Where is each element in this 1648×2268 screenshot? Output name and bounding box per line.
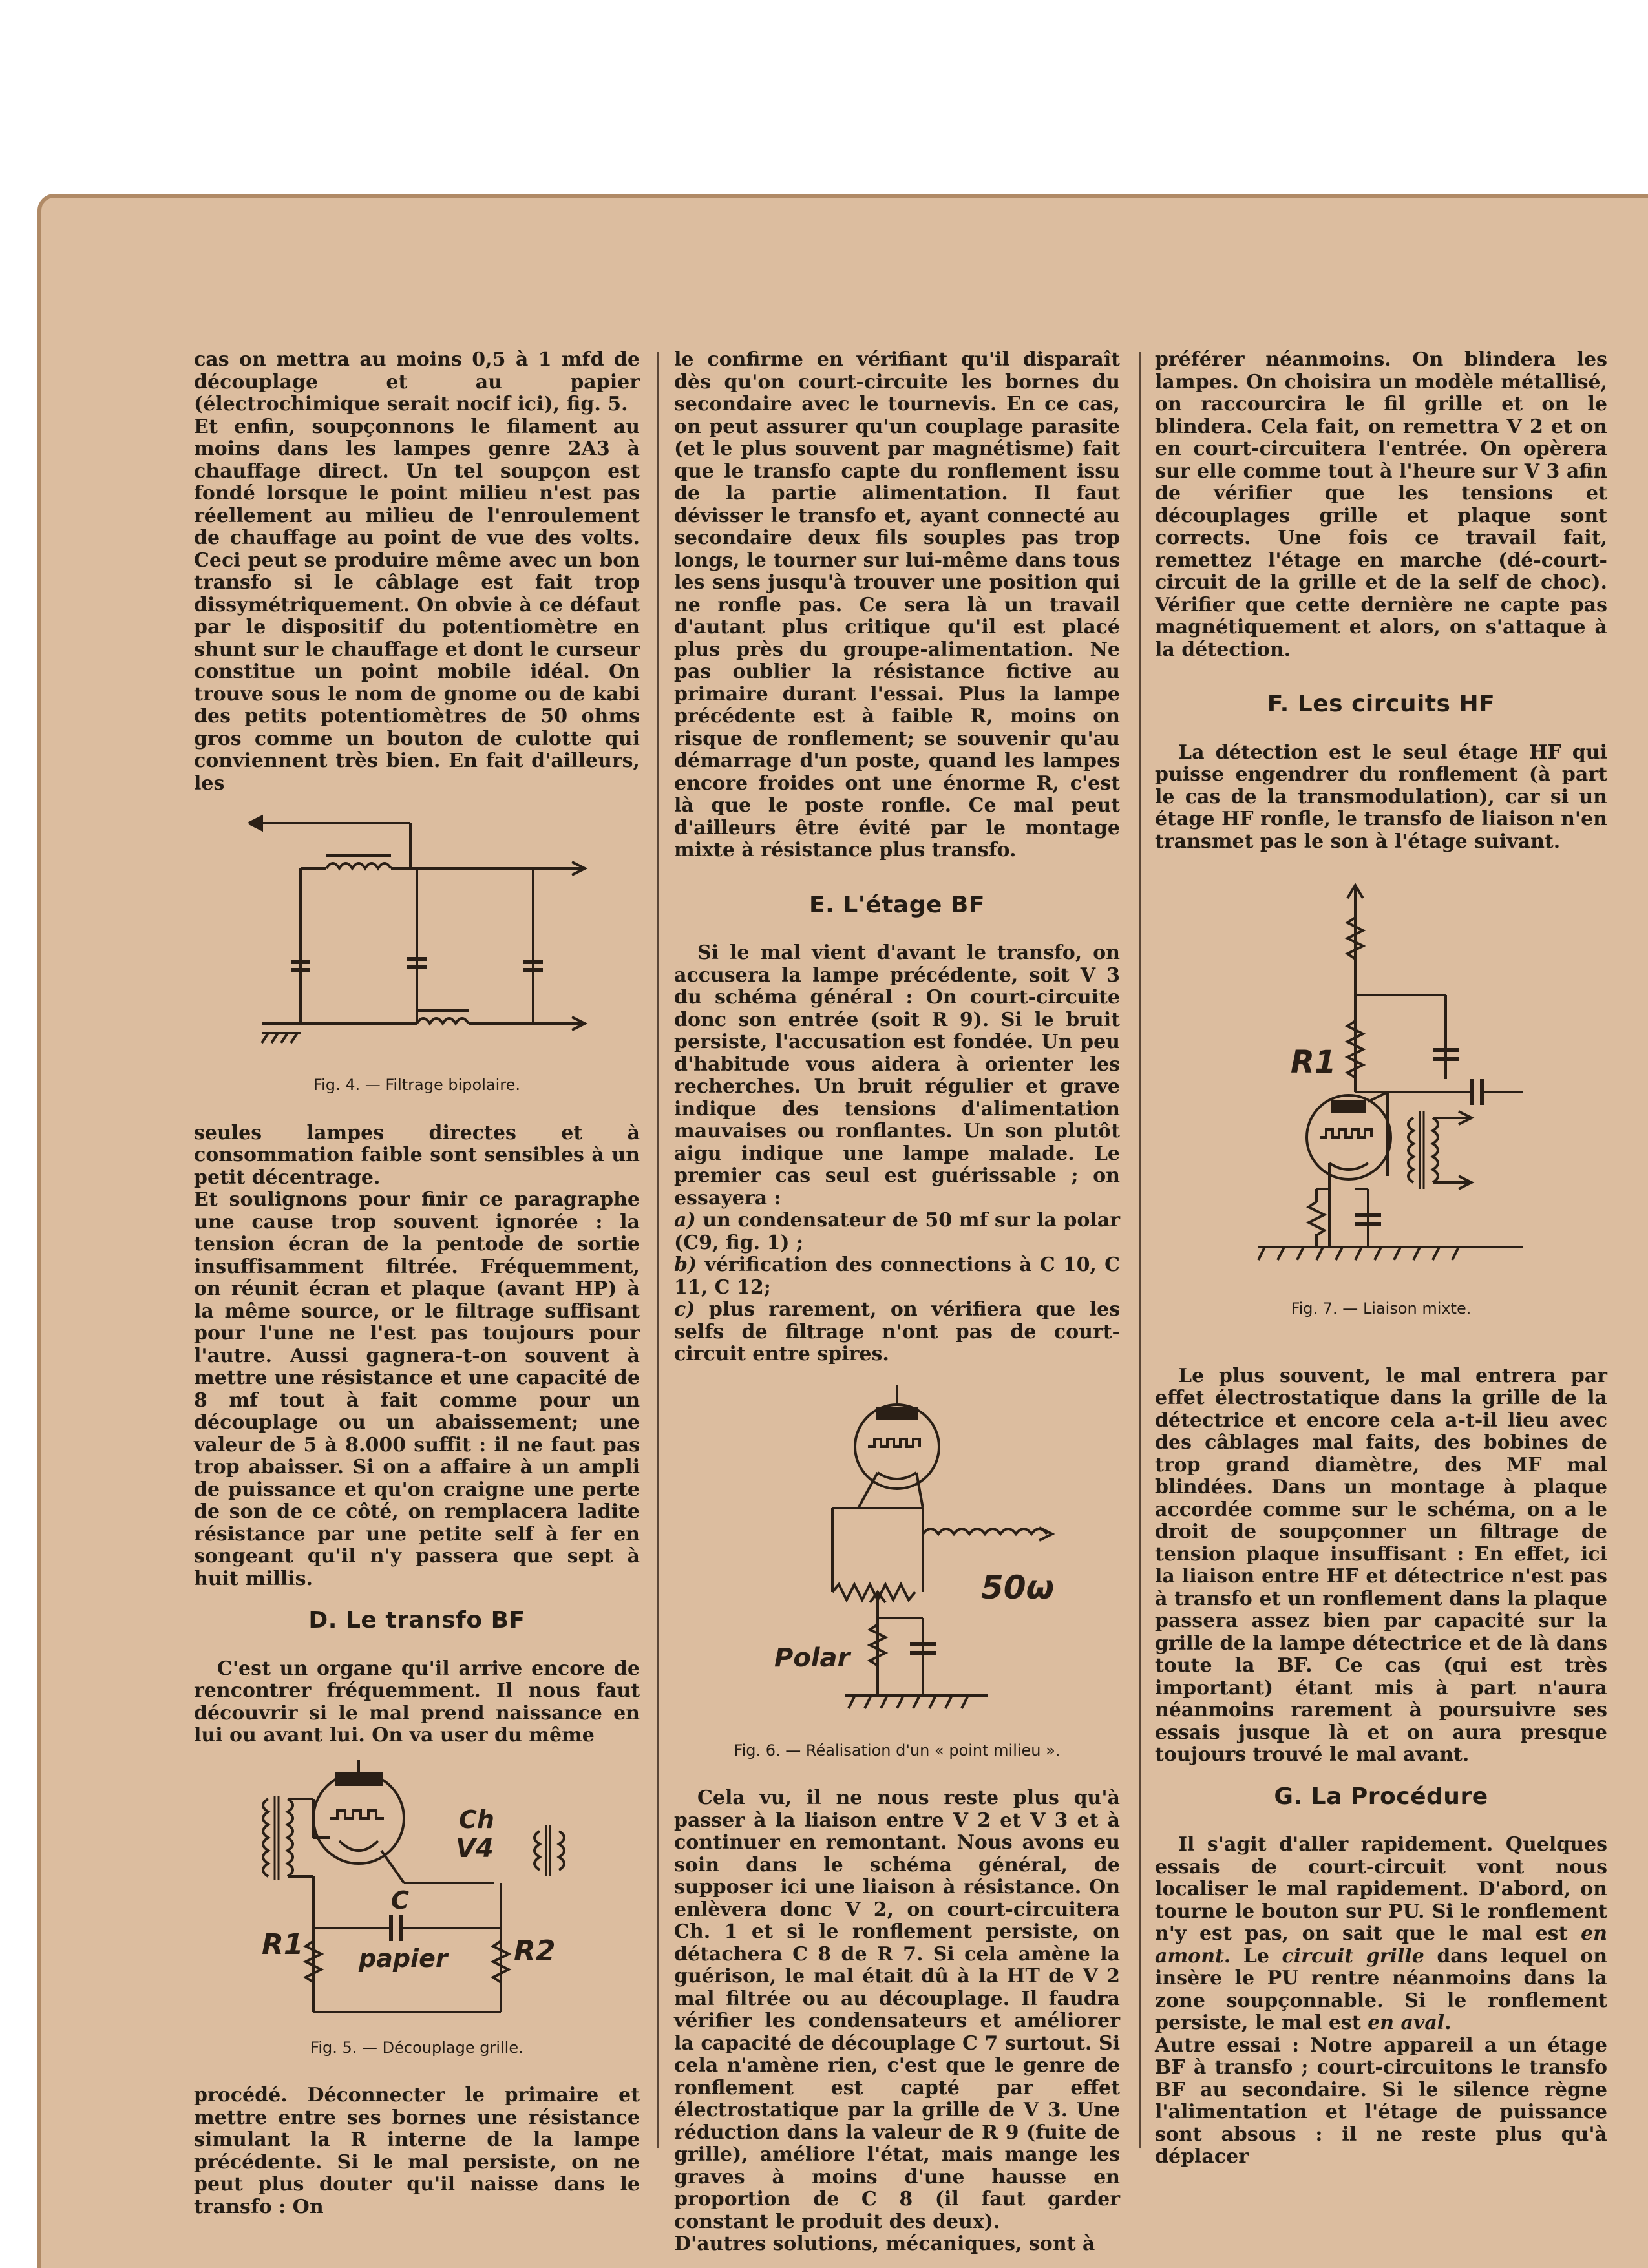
list-item: [674, 1299, 1120, 1366]
paragraph: D'autres solutions, mécaniques, sont à: [674, 2232, 1095, 2255]
section-heading-d: D. Le transfo BF: [308, 1607, 525, 1633]
text-run: Il s'agit d'aller rapidement. Quelques essais de court-circuit vont nous localiser le mal rapidement. D'abord, on tourne le bouton sur PU. Si le ronflement n'y est pas, on sait que le mal est: [1155, 1833, 1607, 1945]
fig5-label-r1: R1: [262, 1927, 304, 1961]
paragraph: cas on mettra au moins 0,5 à 1 mfd de découplage et au papier (électrochimique serait nocif ici), fig. 5.: [194, 348, 640, 415]
figure-6: [674, 1385, 1120, 1762]
figure-7: [1155, 879, 1607, 1320]
text-run: dans lequel on insère le PU rentre néanmoins dans la zone soupçonnable. Si le ronflement persiste, le mal est: [1155, 1944, 1608, 2034]
paragraph: le confirme en vérifiant qu'il disparaît dès qu'on court-circuite les bornes du secondaire avec le tournevis. En ce cas, on peut assurer qu'un couplage parasite (et le plus souvent par magnétisme) fait que le transfo capte du ronflement issu de la partie alimentation. Il faut dévisser le transfo et, ayant connecté au secondaire deux fils souples pas trop longs, le tourner sur lui-même dans tous les sens jusqu'à trouver une position qui ne ronfle pas. Ce sera là un travail d'autant plus critique qu'il est placé plus près du groupe-alimentation. Ne pas oublier la résistance fictive au primaire durant l'essai. Plus la lampe précédente est à faible R, moins on risque de ronflement; se souvenir qu'au démarrage d'un poste, quand les lampes encore froides ont une énorme R, c'est là que le poste ronfle. Ce mal peut d'ailleurs être évité par le montage mixte à résistance plus transfo.: [674, 348, 1120, 861]
center-tap-schematic: [703, 1385, 1091, 1734]
list-item: [674, 1210, 1120, 1254]
column-rule-right: [1139, 352, 1141, 2148]
text-run: . Le: [1223, 1944, 1282, 1968]
paragraph: seules lampes directes et à consommation faible sont sensibles à un petit décentrage.: [194, 1121, 640, 1189]
fig7-label-r1: R1: [1291, 1044, 1336, 1080]
paragraph: Cela vu, il ne nous reste plus qu'à passer à la liaison entre V 2 et V 3 et à continuer en remontant. Nous avons eu soin dans le schéma général, de supposer ici une liaison à résistance. On enlèvera donc V 2, on court-circuitera Ch. 1 et si le ronflement persiste, on détachera C 8 de R 7. Si cela amène la guérison, le mal était dû à la HT de V 2 mal filtrée ou au découplage. Il faudra vérifier les condensateurs et améliorer la capacité de découplage C 7 surtout. Si cela n'amène rien, c'est que le genre de ronflement est capté par effet électrostatique par la grille de V 3. Une réduction dans la valeur de R 9 (fuite de grille), améliore l'état, mais mange les graves à moins d'une hausse en proportion de C 8 (il faut garder constant le produit des deux).: [674, 1787, 1120, 2233]
paragraph: Autre essai : Notre appareil a un étage BF à transfo ; court-circuitons le transfo BF au secondaire. Si le silence règne l'alimentation et l'étage de puissance sont absous : il ne reste plus qu'à déplacer: [1155, 2033, 1607, 2168]
column-rule-left: [657, 352, 659, 2148]
text-run-italic: en amont: [1155, 1922, 1607, 1968]
paragraph: Le plus souvent, le mal entrera par effet électrostatique dans la grille de la détectrice et encore cela a-t-il lieu avec des câblages mal faits, des bobines de trop grand diamètre, des MF mal blindées. Dans un montage à plaque accordée comme sur le schéma, on a le droit de soupçonner un filtrage de tension plaque insuffisant : En effet, ici la liaison entre HF et détectrice n'est pas à transfo et un ronflement dans la plaque passera assez bien par capacité sur la grille de la lampe détectrice et de là dans toute la BF. Ce cas (qui est très important) étant mis à part n'aura néanmoins rarement à poursuivre ses essais jusque là et on aura presque toujours trouvé le mal avant.: [1155, 1364, 1607, 1766]
list-marker: b): [674, 1254, 697, 1276]
text-run-italic: en aval: [1368, 2011, 1445, 2034]
fig5-label-ch: Ch: [459, 1805, 494, 1834]
text-run: .: [1444, 2011, 1452, 2034]
column-2: [674, 349, 1120, 2256]
list-marker: a): [674, 1209, 696, 1232]
column-1: [194, 349, 640, 2218]
paragraph: La détection est le seul étage HF qui puisse engendrer du ronflement (à part le cas de la transmodulation), car si un étage HF ronfle, le transfo de liaison n'en transmet pas le son à l'étage suivant.: [1155, 740, 1607, 853]
section-heading-e: E. L'étage BF: [809, 891, 985, 918]
list-item: [674, 1254, 1120, 1299]
paragraph: Et soulignons pour finir ce paragraphe une cause trop souvent ignorée : la tension écran de la pentode de sortie insuffisamment filtrée. Fréquemment, on réunit écran et plaque (avant HP) à la même source, or le filtrage suffisant pour l'une ne l'est pas toujours pour l'autre. Aussi gagnera-t-on souvent à mettre une résistance et une capacité de 8 mf tout à fait comme pour un découplage ou un abaissement; une valeur de 5 à 8.000 suffit : il ne faut pas trop abaisser. Si on a affaire à un ampli de puissance et qu'on craigne une perte de son de ce côté, on remplacera ladite résistance par une petite self à fer en songeant qu'il n'y passera que sept à huit millis.: [194, 1188, 640, 1590]
list-text: plus rarement, on vérifiera que les selfs de filtrage n'ont pas de court-circuit entre spires.: [674, 1298, 1120, 1365]
list-text: vérification des connections à C 10, C 11, C 12;: [674, 1254, 1120, 1299]
fig5-label-papier: papier: [359, 1944, 448, 1973]
figure-7-caption: Fig. 7. — Liaison mixte.: [1291, 1299, 1472, 1318]
figure-5: [194, 1760, 640, 2059]
grid-decoupling-schematic: [236, 1760, 598, 2032]
figure-4-caption: Fig. 4. — Filtrage bipolaire.: [313, 1076, 520, 1094]
list-text: un condensateur de 50 mf sur la polar (C9, fig. 1) ;: [674, 1209, 1120, 1254]
section-heading-g: G. La Procédure: [1274, 1783, 1488, 1810]
filter-schematic-diagram: [236, 810, 598, 1069]
figure-4: [194, 810, 640, 1097]
list-marker: c): [674, 1298, 695, 1321]
paragraph: Et enfin, soupçonnons le filament au moins dans les lampes genre 2A3 à chauffage direct. Un tel soupçon est fondé lorsque le point milieu n'est pas réellement au milieu de l'enroulement de chauffage au point de vue des volts. Ceci peut se produire même avec un bon transfo si le câblage est fait trop dissymétriquement. On obvie à ce défaut par le dispositif du potentiomètre en shunt sur le chauffage et dont le curseur constitue un point mobile idéal. On trouve sous le nom de gnome ou de kabi des petits potentiomètres de 50 ohms gros comme un bouton de culotte qui conviennent très bien. En fait d'ailleurs, les: [194, 415, 640, 795]
figure-6-caption: Fig. 6. — Réalisation d'un « point milieu ».: [734, 1741, 1061, 1759]
fig5-label-c: C: [391, 1885, 409, 1915]
paragraph: [1155, 1834, 1607, 2035]
fig5-label-r2: R2: [514, 1934, 556, 1968]
paragraph: C'est un organe qu'il arrive encore de rencontrer fréquemment. Il nous faut découvrir si le mal prend naissance en lui ou avant lui. On va user du même: [194, 1657, 640, 1747]
fig6-label-polar: Polar: [774, 1643, 850, 1673]
fig6-label-ohms: 50ω: [981, 1568, 1055, 1606]
column-3: [1155, 349, 1607, 2168]
mixed-coupling-schematic: [1200, 879, 1562, 1292]
fig5-label-v4: V4: [456, 1833, 494, 1864]
text-run-italic: circuit grille: [1282, 1944, 1424, 1968]
paragraph: préférer néanmoins. On blindera les lampes. On choisira un modèle métallisé, on raccourcira le fil grille et on le blindera. Cela fait, on remettra V 2 et on en court-circuitera l'entrée. On opèrera sur elle comme tout à l'heure sur V 3 afin de vérifier que les tensions et découplages grille et plaque sont corrects. Une fois ce travail fait, remettez l'étage en marche (dé-court-circuit de la grille et de la self de choc). Vérifier que cette dernière ne capte pas magnétiquement et alors, on s'attaque à la détection.: [1155, 348, 1607, 661]
paragraph: Si le mal vient d'avant le transfo, on accusera la lampe précédente, soit V 3 du schéma général : On court-circuite donc son entrée (soit R 9). Si le bruit persiste, l'accusation est fondée. Un peu d'habitude vous aidera à orienter les recherches. Un bruit régulier et grave indique des tensions d'alimentation mauvaises ou ronflantes. Un son plutôt aigu indique une lampe malade. Le premier cas seul est guérissable ; on essayera :: [674, 941, 1120, 1210]
figure-5-caption: Fig. 5. — Découplage grille.: [310, 2038, 523, 2057]
paragraph: procédé. Déconnecter le primaire et mettre entre ses bornes une résistance simulant la R interne de la lampe précédente. Si le mal persiste, on ne peut plus douter qu'il naisse dans le transfo : On: [194, 2084, 640, 2218]
section-heading-f: F. Les circuits HF: [1267, 691, 1495, 717]
